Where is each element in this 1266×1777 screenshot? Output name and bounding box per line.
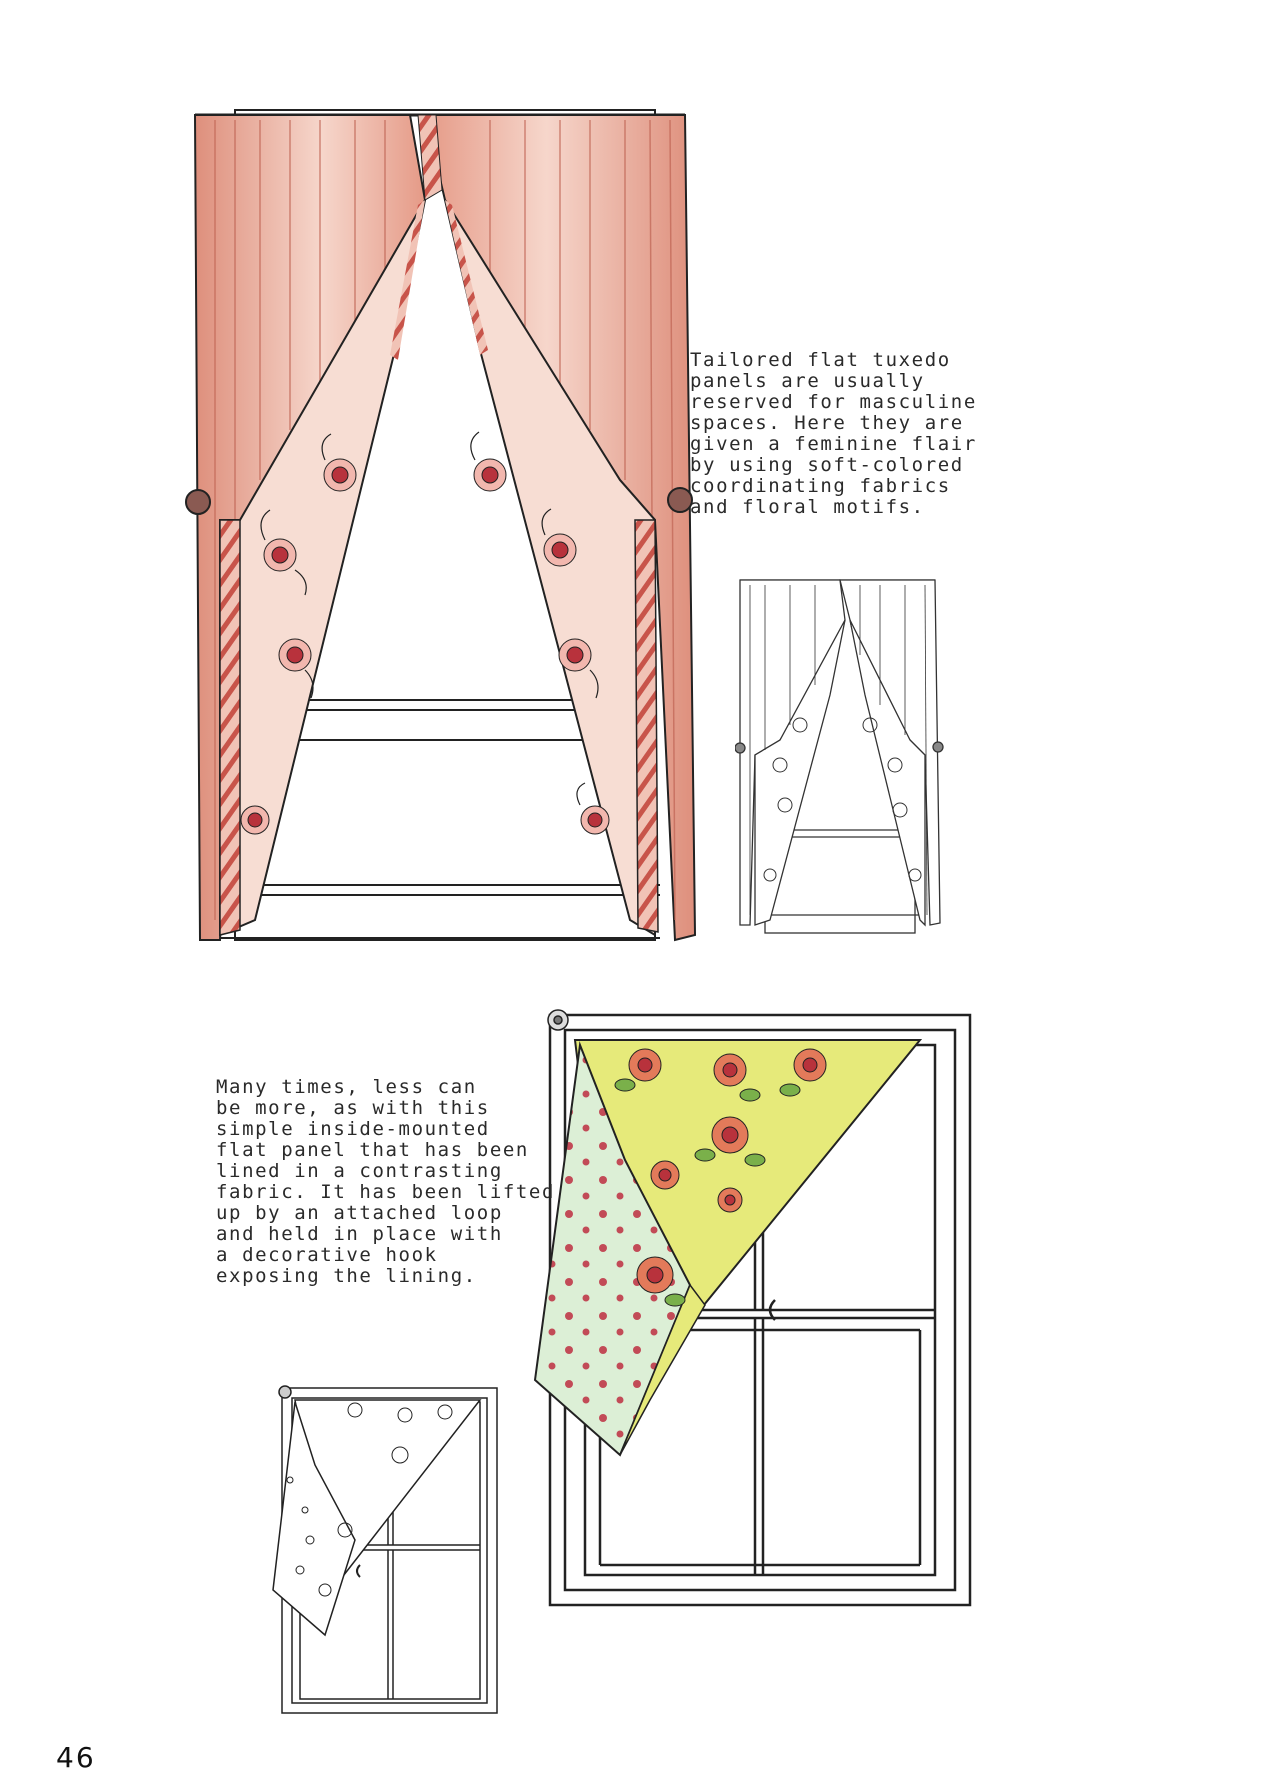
caption-line: by using soft-colored xyxy=(690,454,964,476)
caption-line: fabric. It has been lifted xyxy=(216,1181,556,1203)
flat-panel-color-illustration xyxy=(525,1000,995,1620)
caption-line: up by an attached loop xyxy=(216,1202,503,1224)
flower xyxy=(581,806,609,834)
flower xyxy=(474,459,506,491)
caption-line: simple inside-mounted xyxy=(216,1118,490,1140)
rose xyxy=(637,1257,673,1293)
flower xyxy=(241,806,269,834)
flower xyxy=(324,459,356,491)
rose xyxy=(718,1188,742,1212)
right-tieback-knob xyxy=(668,488,692,512)
caption-line: a decorative hook xyxy=(216,1244,438,1266)
tuxedo-panels-caption xyxy=(690,350,977,518)
flower xyxy=(264,539,296,571)
flat-panel-caption xyxy=(216,1077,555,1287)
rose xyxy=(629,1049,661,1081)
flower xyxy=(279,639,311,671)
caption-line: and floral motifs. xyxy=(690,496,925,518)
caption-line: coordinating fabrics xyxy=(690,475,951,497)
caption-line: Tailored flat tuxedo xyxy=(690,349,951,371)
caption-line: panels are usually xyxy=(690,370,925,392)
rose xyxy=(794,1049,826,1081)
rose xyxy=(714,1054,746,1086)
caption-line: flat panel that has been xyxy=(216,1139,529,1161)
rose xyxy=(651,1161,679,1189)
flower xyxy=(559,639,591,671)
caption-line: lined in a contrasting xyxy=(216,1160,503,1182)
caption-line: reserved for masculine xyxy=(690,391,977,413)
rose xyxy=(712,1117,748,1153)
tuxedo-curtain-color-illustration xyxy=(180,100,700,950)
tuxedo-curtain-line-drawing xyxy=(735,575,945,935)
caption-line: spaces. Here they are xyxy=(690,412,964,434)
flat-panel-line-drawing xyxy=(270,1380,505,1720)
left-tieback-knob xyxy=(186,490,210,514)
caption-line: be more, as with this xyxy=(216,1097,490,1119)
decorative-hook xyxy=(548,1010,568,1030)
caption-line: exposing the lining. xyxy=(216,1265,477,1287)
caption-line: and held in place with xyxy=(216,1223,503,1245)
caption-line: given a feminine flair xyxy=(690,433,977,455)
flower xyxy=(544,534,576,566)
page-number: 46 xyxy=(56,1741,96,1774)
caption-line: Many times, less can xyxy=(216,1076,477,1098)
